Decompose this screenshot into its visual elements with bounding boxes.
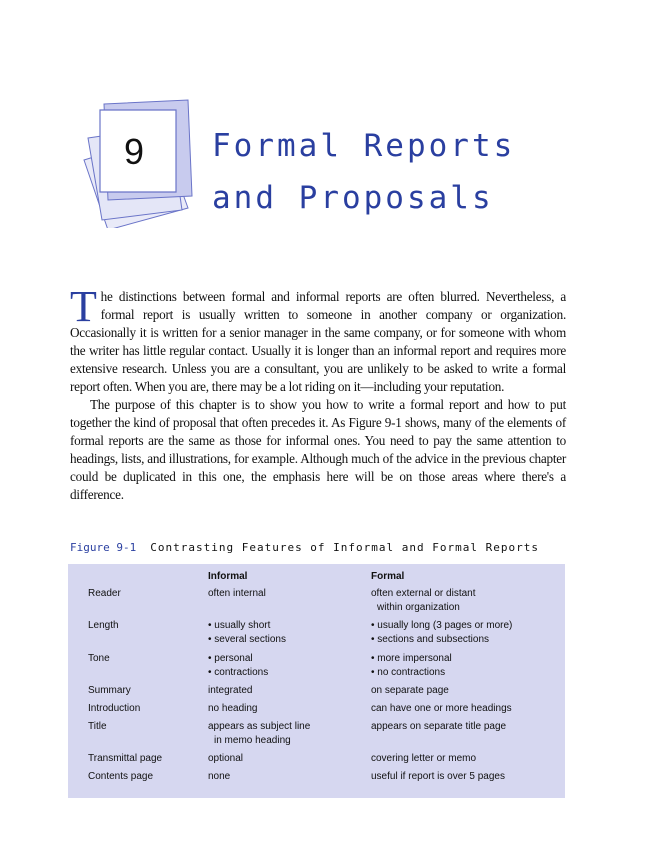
informal-line: none bbox=[208, 771, 231, 782]
feature-cell: Length bbox=[88, 620, 119, 631]
informal-cell bbox=[208, 587, 266, 601]
paragraph-1-text: he distinctions between formal and informal reports are often blurred. Nevertheless, a formal report is usually written to someone in another company or organization. Occasionally it is written for a senior manager in the same company, or for someone with whom the writer has little regular contact. Usually it is longer than an informal report and requires more extensive research. Unless you are a consultant, you are unlikely to be asked to write a formal report often. When you are, there may be a lot riding on it—including your reputation. bbox=[70, 289, 566, 394]
formal-line: • more impersonal bbox=[371, 653, 452, 664]
comparison-table bbox=[68, 564, 565, 798]
informal-line: in memo heading bbox=[214, 735, 291, 746]
informal-cell bbox=[208, 770, 230, 784]
figure-label: Figure 9-1 bbox=[70, 541, 137, 554]
chapter-title-line2: and Proposals bbox=[212, 180, 494, 216]
informal-line: • personal bbox=[208, 653, 253, 664]
feature-cell: Reader bbox=[88, 588, 121, 599]
table-header-cell: Informal bbox=[208, 571, 248, 582]
formal-cell bbox=[371, 702, 512, 716]
chapter-number: 9 bbox=[123, 131, 145, 172]
formal-line: covering letter or memo bbox=[371, 753, 477, 764]
formal-line: • sections and subsections bbox=[371, 634, 490, 645]
feature-cell: Title bbox=[88, 721, 107, 732]
formal-line: often external or distant bbox=[371, 588, 476, 599]
feature-cell: Tone bbox=[88, 653, 110, 664]
body-text bbox=[70, 282, 566, 504]
informal-cell bbox=[208, 752, 243, 766]
informal-line: • usually short bbox=[208, 620, 271, 631]
informal-line: optional bbox=[208, 753, 244, 764]
formal-line: useful if report is over 5 pages bbox=[371, 771, 505, 782]
formal-cell bbox=[371, 652, 452, 680]
paragraph-2: The purpose of this chapter is to show you how to write a formal report and how to put together the kind of proposal that often precedes it. As Figure 9-1 shows, many of the elements of formal reports are the same as those for informal ones. You need to pay the same attention to headings, lists, and illustrations, for example. Although much of the advice in the previous chapter could be duplicated in this one, the emphasis here will be on those areas where there's a difference. bbox=[70, 397, 566, 502]
formal-cell bbox=[371, 770, 505, 784]
formal-line: on separate page bbox=[371, 685, 449, 696]
formal-cell bbox=[371, 587, 476, 615]
formal-line: • usually long (3 pages or more) bbox=[371, 620, 513, 631]
chapter-number-graphic bbox=[78, 98, 208, 228]
paragraph-1 bbox=[70, 282, 566, 396]
figure-caption bbox=[70, 541, 539, 554]
formal-line: appears on separate title page bbox=[371, 721, 507, 732]
formal-cell bbox=[371, 684, 449, 698]
chapter-title bbox=[212, 120, 515, 224]
informal-cell bbox=[208, 702, 258, 716]
feature-cell: Introduction bbox=[88, 703, 141, 714]
feature-cell: Contents page bbox=[88, 771, 154, 782]
formal-line: can have one or more headings bbox=[371, 703, 512, 714]
drop-cap: T bbox=[70, 282, 97, 331]
informal-cell bbox=[208, 720, 310, 748]
chapter-title-line1: Formal Reports bbox=[212, 128, 516, 164]
informal-cell bbox=[208, 619, 286, 647]
informal-line: • contractions bbox=[208, 667, 269, 678]
informal-line: appears as subject line bbox=[208, 721, 311, 732]
informal-cell bbox=[208, 652, 268, 680]
feature-cell: Transmittal page bbox=[88, 753, 163, 764]
formal-line: • no contractions bbox=[371, 667, 446, 678]
informal-cell bbox=[208, 684, 252, 698]
formal-cell bbox=[371, 619, 512, 647]
table-header-cell: Formal bbox=[371, 571, 405, 582]
feature-cell: Summary bbox=[88, 685, 131, 696]
informal-line: often internal bbox=[208, 588, 266, 599]
informal-line: no heading bbox=[208, 703, 258, 714]
formal-cell bbox=[371, 752, 476, 766]
informal-line: integrated bbox=[208, 685, 253, 696]
formal-line: within organization bbox=[377, 602, 460, 613]
formal-cell bbox=[371, 720, 506, 734]
informal-line: • several sections bbox=[208, 634, 286, 645]
figure-title: Contrasting Features of Informal and Formal Reports bbox=[150, 541, 539, 554]
